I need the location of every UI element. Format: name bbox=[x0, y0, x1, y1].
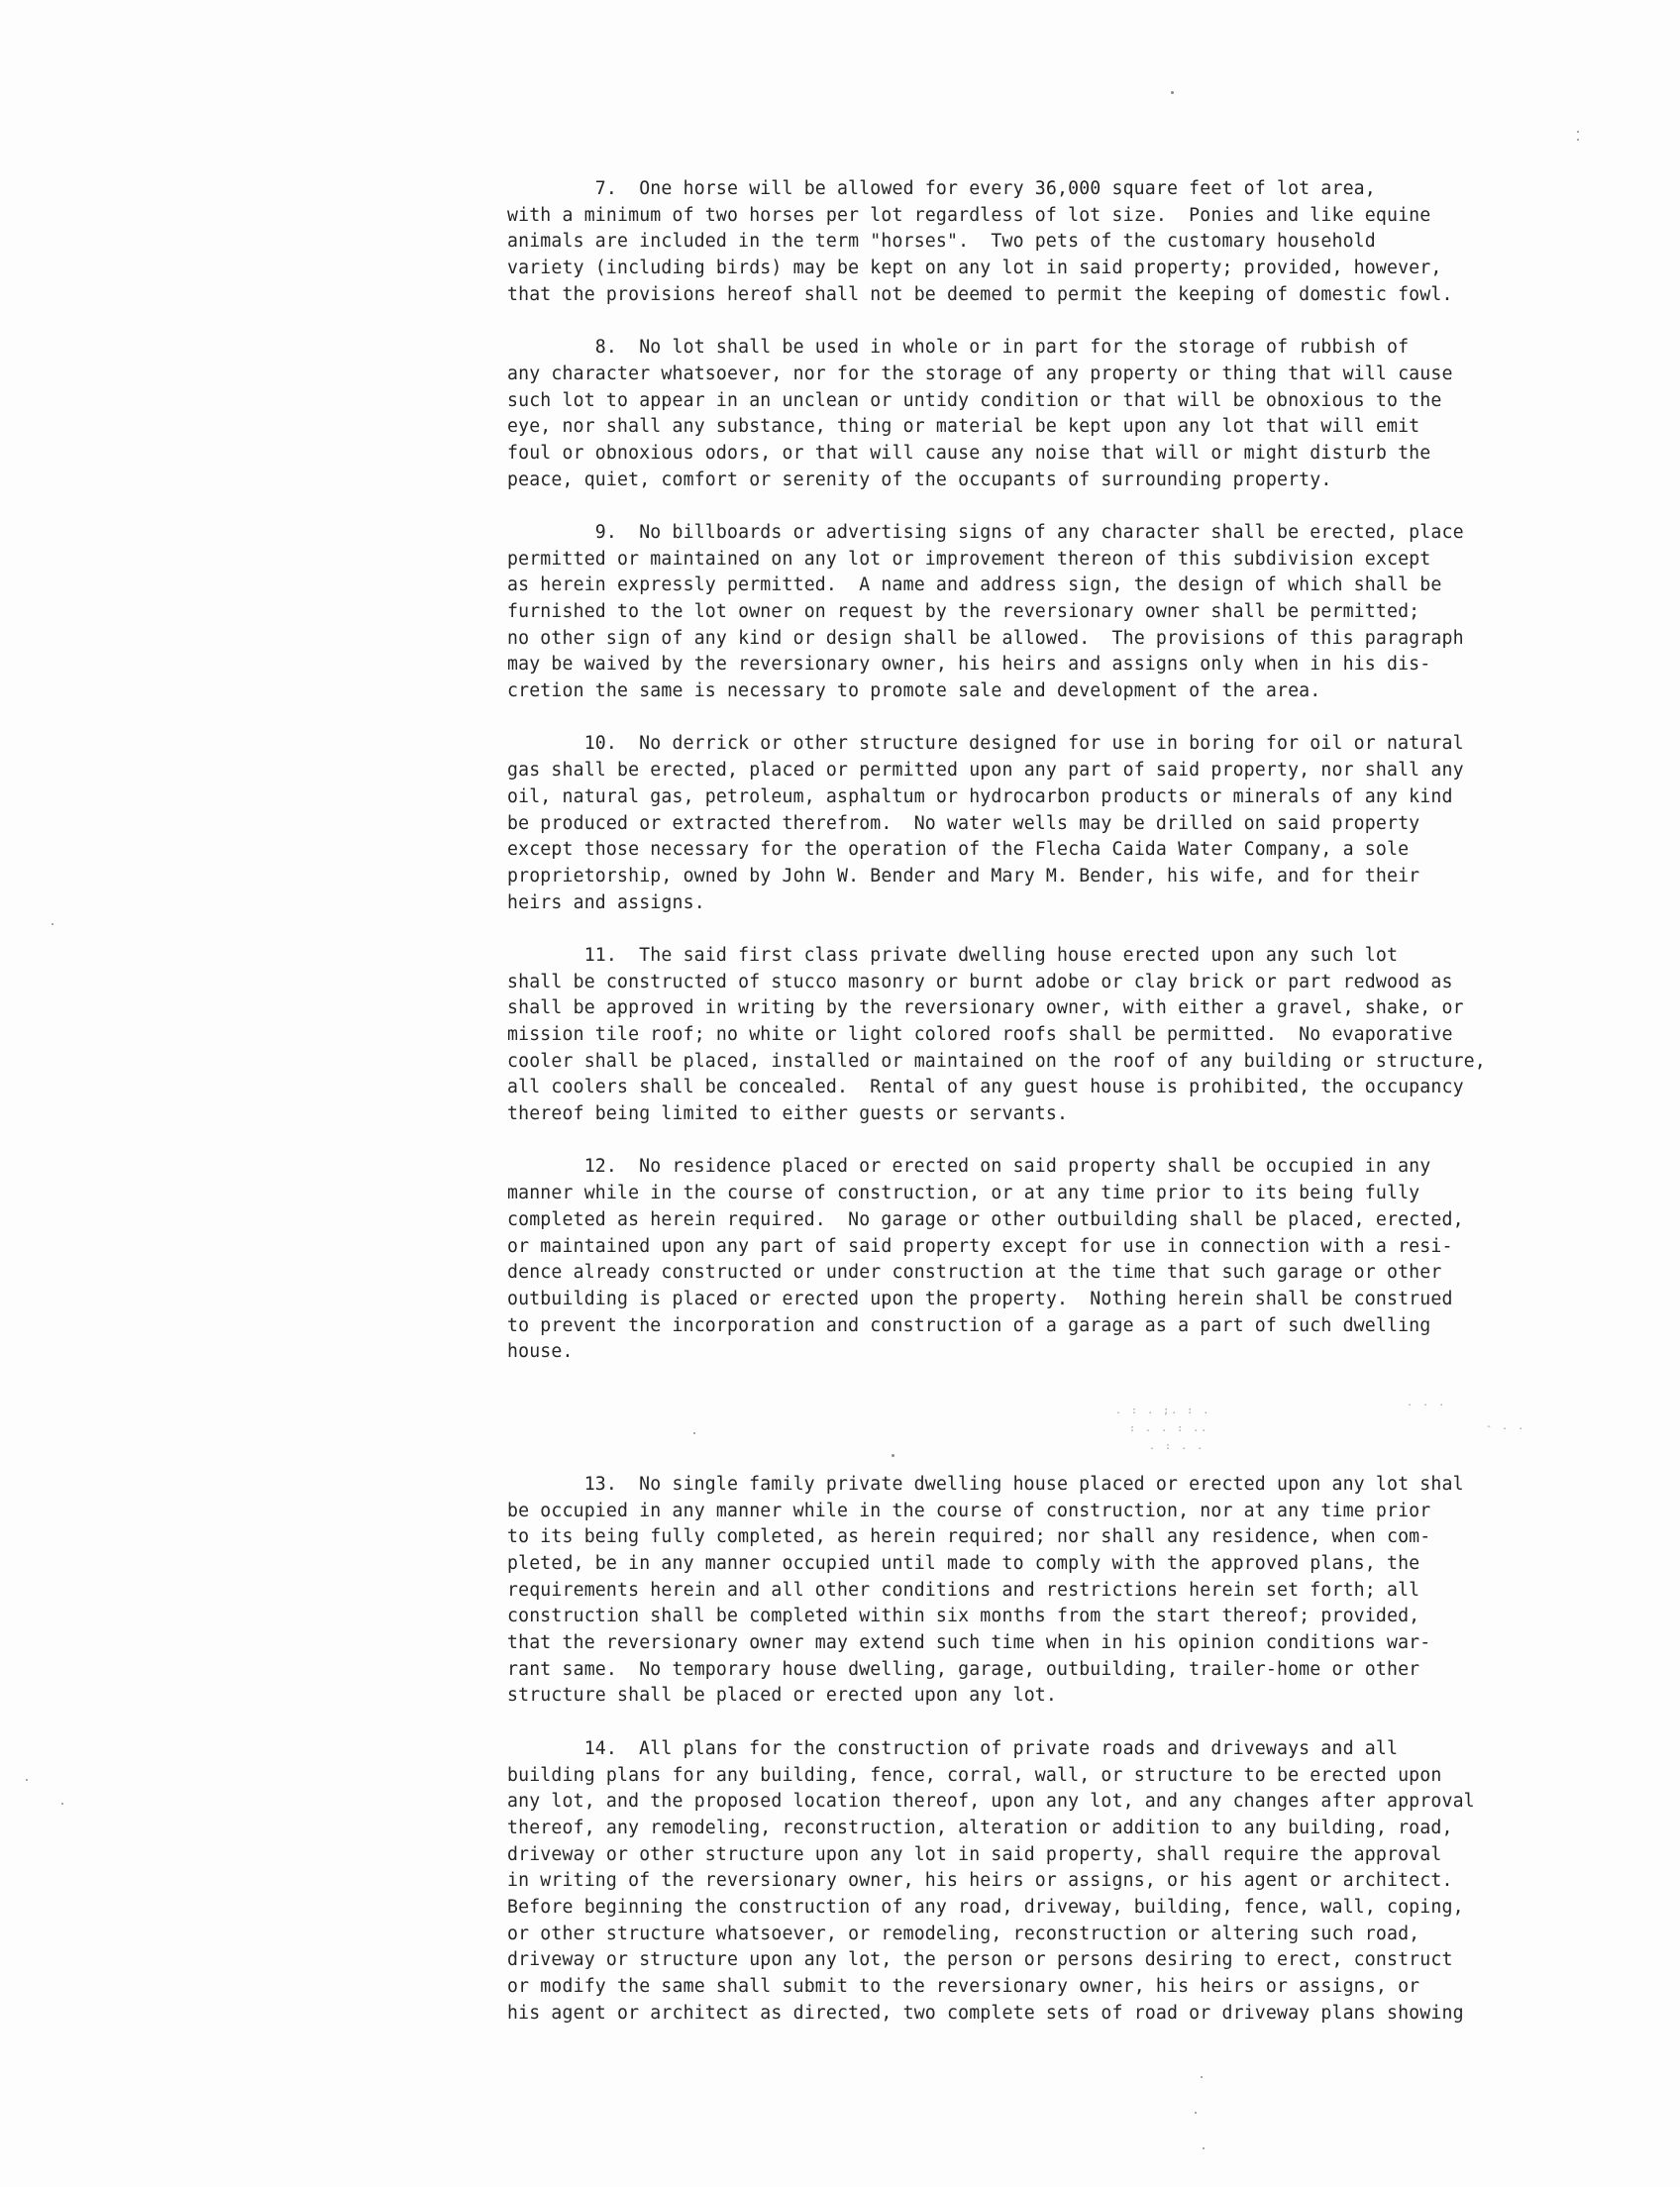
paragraph-line: to prevent the incorporation and construction of a garage as a part of such dwelling bbox=[507, 1314, 1431, 1336]
paragraph-line: foul or obnoxious odors, or that will cause any noise that will or might disturb the bbox=[507, 442, 1431, 464]
paragraph-line: or other structure whatsoever, or remodeling, reconstruction or altering such road, bbox=[507, 1923, 1420, 1944]
paragraph-line: Before beginning the construction of any road, driveway, building, fence, wall, coping, bbox=[507, 1896, 1464, 1918]
scan-noise: : . . : .. bbox=[1129, 1423, 1209, 1434]
scan-noise: . . . bbox=[1407, 1398, 1447, 1408]
paragraph-line: thereof, any remodeling, reconstruction, alteration or addition to any building, road, bbox=[507, 1817, 1453, 1838]
paragraph-14 bbox=[507, 1736, 1680, 2028]
paragraph-line: such lot to appear in an unclean or untidy condition or that will be obnoxious to the bbox=[507, 389, 1442, 411]
paragraph-line: oil, natural gas, petroleum, asphaltum or hydrocarbon products or minerals of any kind bbox=[507, 785, 1453, 807]
paragraph-line: variety (including birds) may be kept on any lot in said property; provided, however, bbox=[507, 258, 1442, 279]
scan-speck bbox=[26, 1779, 28, 1781]
paragraph-13 bbox=[507, 1472, 1680, 1710]
paragraph-line: outbuilding is placed or erected upon the property. Nothing herein shall be construed bbox=[507, 1288, 1453, 1309]
paragraph-line: rant same. No temporary house dwelling, garage, outbuilding, trailer-home or other bbox=[507, 1658, 1420, 1680]
scan-speck bbox=[52, 923, 53, 925]
paragraph-line: dence already constructed or under construction at the time that such garage or other bbox=[507, 1262, 1442, 1284]
paragraph-line: completed as herein required. No garage or other outbuilding shall be placed, erected, bbox=[507, 1208, 1464, 1230]
paragraph-line: furnished to the lot owner on request by the reversionary owner shall be permitted; bbox=[507, 601, 1420, 622]
scan-speck bbox=[1201, 2076, 1203, 2078]
paragraph-line: his agent or architect as directed, two complete sets of road or driveway plans showing bbox=[507, 2002, 1464, 2024]
paragraph-line: no other sign of any kind or design shall be allowed. The provisions of this paragraph bbox=[507, 627, 1464, 649]
paragraph-first-line: 8. No lot shall be used in whole or in part for the storage of rubbish of bbox=[594, 337, 1410, 359]
paragraph-line: be produced or extracted therefrom. No water wells may be drilled on said property bbox=[507, 812, 1420, 834]
paragraph-line: with a minimum of two horses per lot regardless of lot size. Ponies and like equine bbox=[507, 204, 1431, 226]
paragraph-first-line: 10. No derrick or other structure designed for use in boring for oil or natural bbox=[583, 733, 1464, 755]
paragraph-line: building plans for any building, fence, corral, wall, or structure to be erected upon bbox=[507, 1764, 1442, 1786]
paragraph-first-line: 14. All plans for the construction of private roads and driveways and all bbox=[583, 1737, 1399, 1759]
scan-noise: . : . ;. : . bbox=[1115, 1406, 1211, 1416]
paragraph-first-line: 11. The said first class private dwelling house erected upon any such lot bbox=[583, 944, 1399, 966]
paragraph-line: peace, quiet, comfort or serenity of the occupants of surrounding property. bbox=[507, 469, 1332, 490]
paragraph-line: may be waived by the reversionary owner, his heirs and assigns only when in his dis- bbox=[507, 654, 1431, 676]
paragraph-line: as herein expressly permitted. A name and address sign, the design of which shall be bbox=[507, 574, 1442, 596]
paragraph-line: gas shall be erected, placed or permitted upon any part of said property, nor shall any bbox=[507, 760, 1464, 781]
paragraph-line: permitted or maintained on any lot or improvement thereon of this subdivision except bbox=[507, 548, 1431, 570]
scan-speck bbox=[1577, 131, 1579, 133]
paragraph-line: thereof being limited to either guests or servants. bbox=[507, 1103, 1069, 1125]
scan-noise: - . . bbox=[1486, 1421, 1526, 1432]
paragraph-line: or modify the same shall submit to the reversionary owner, his heirs or assigns, or bbox=[507, 1976, 1420, 1997]
paragraph-line: in writing of the reversionary owner, his heirs or assigns, or his agent or architect. bbox=[507, 1870, 1453, 1892]
scan-noise: . : . . bbox=[1149, 1441, 1206, 1452]
paragraph-line: requirements herein and all other conditions and restrictions herein set forth; all bbox=[507, 1579, 1420, 1601]
paragraph-first-line: 9. No billboards or advertising signs of any character shall be erected, place bbox=[594, 521, 1464, 543]
paragraph-line: structure shall be placed or erected upon any lot. bbox=[507, 1685, 1057, 1707]
paragraph-line: animals are included in the term "horses". Two pets of the customary household bbox=[507, 231, 1376, 253]
paragraph-line: mission tile roof; no white or light colored roofs shall be permitted. No evaporative bbox=[507, 1024, 1453, 1045]
paragraph-9 bbox=[507, 520, 1680, 705]
paragraph-line: to its being fully completed, as herein required; nor shall any residence, when com- bbox=[507, 1526, 1431, 1548]
paragraph-first-line: 7. One horse will be allowed for every 36,000 square feet of lot area, bbox=[594, 178, 1376, 199]
scan-speck bbox=[1577, 139, 1579, 141]
paragraph-8 bbox=[507, 335, 1680, 493]
scan-speck bbox=[1171, 91, 1174, 94]
paragraph-line: house. bbox=[507, 1341, 574, 1363]
paragraph-line: that the provisions hereof shall not be deemed to permit the keeping of domestic fowl. bbox=[507, 283, 1453, 305]
paragraph-line: all coolers shall be concealed. Rental of any guest house is prohibited, the occupancy bbox=[507, 1077, 1464, 1098]
paragraph-line: or maintained upon any part of said property except for use in connection with a resi- bbox=[507, 1235, 1453, 1257]
paragraph-line: shall be constructed of stucco masonry or burnt adobe or clay brick or part redwood as bbox=[507, 971, 1453, 992]
paragraph-line: construction shall be completed within six months from the start thereof; provided, bbox=[507, 1606, 1420, 1627]
paragraph-line: except those necessary for the operation of the Flecha Caida Water Company, a sole bbox=[507, 839, 1410, 861]
paragraph-line: cretion the same is necessary to promote sale and development of the area. bbox=[507, 680, 1321, 702]
paragraph-line: shall be approved in writing by the reversionary owner, with either a gravel, shake, or bbox=[507, 997, 1464, 1019]
paragraph-line: heirs and assigns. bbox=[507, 891, 705, 913]
paragraph-line: that the reversionary owner may extend such time when in his opinion conditions war- bbox=[507, 1632, 1431, 1654]
paragraph-line: driveway or structure upon any lot, the person or persons desiring to erect, construct bbox=[507, 1949, 1453, 1971]
paragraph-first-line: 12. No residence placed or erected on said property shall be occupied in any bbox=[583, 1156, 1431, 1178]
paragraph-10 bbox=[507, 731, 1680, 916]
paragraph-line: any lot, and the proposed location thereof, upon any lot, and any changes after approval bbox=[507, 1791, 1475, 1813]
paragraph-12 bbox=[507, 1154, 1680, 1366]
paragraph-11 bbox=[507, 943, 1680, 1128]
scan-speck bbox=[61, 1803, 63, 1805]
paragraph-line: pleted, be in any manner occupied until made to comply with the approved plans, the bbox=[507, 1553, 1420, 1574]
paragraph-line: any character whatsoever, nor for the storage of any property or thing that will cause bbox=[507, 363, 1453, 384]
scan-speck bbox=[1195, 2112, 1197, 2114]
paragraph-7 bbox=[507, 176, 1680, 308]
document-body bbox=[507, 176, 1680, 2027]
paragraph-line: eye, nor shall any substance, thing or material be kept upon any lot that will emit bbox=[507, 416, 1420, 438]
paragraph-line: be occupied in any manner while in the course of construction, nor at any time prior bbox=[507, 1500, 1431, 1521]
paragraph-line: manner while in the course of construction, or at any time prior to its being fully bbox=[507, 1183, 1420, 1204]
scan-speck bbox=[1203, 2147, 1205, 2149]
paragraph-line: driveway or other structure upon any lot in said property, shall require the approval bbox=[507, 1843, 1442, 1865]
paragraph-line: proprietorship, owned by John W. Bender and Mary M. Bender, his wife, and for their bbox=[507, 865, 1420, 886]
paragraph-first-line: 13. No single family private dwelling house placed or erected upon any lot shal bbox=[583, 1473, 1464, 1495]
paragraph-line: cooler shall be placed, installed or maintained on the roof of any building or structure, bbox=[507, 1050, 1486, 1072]
